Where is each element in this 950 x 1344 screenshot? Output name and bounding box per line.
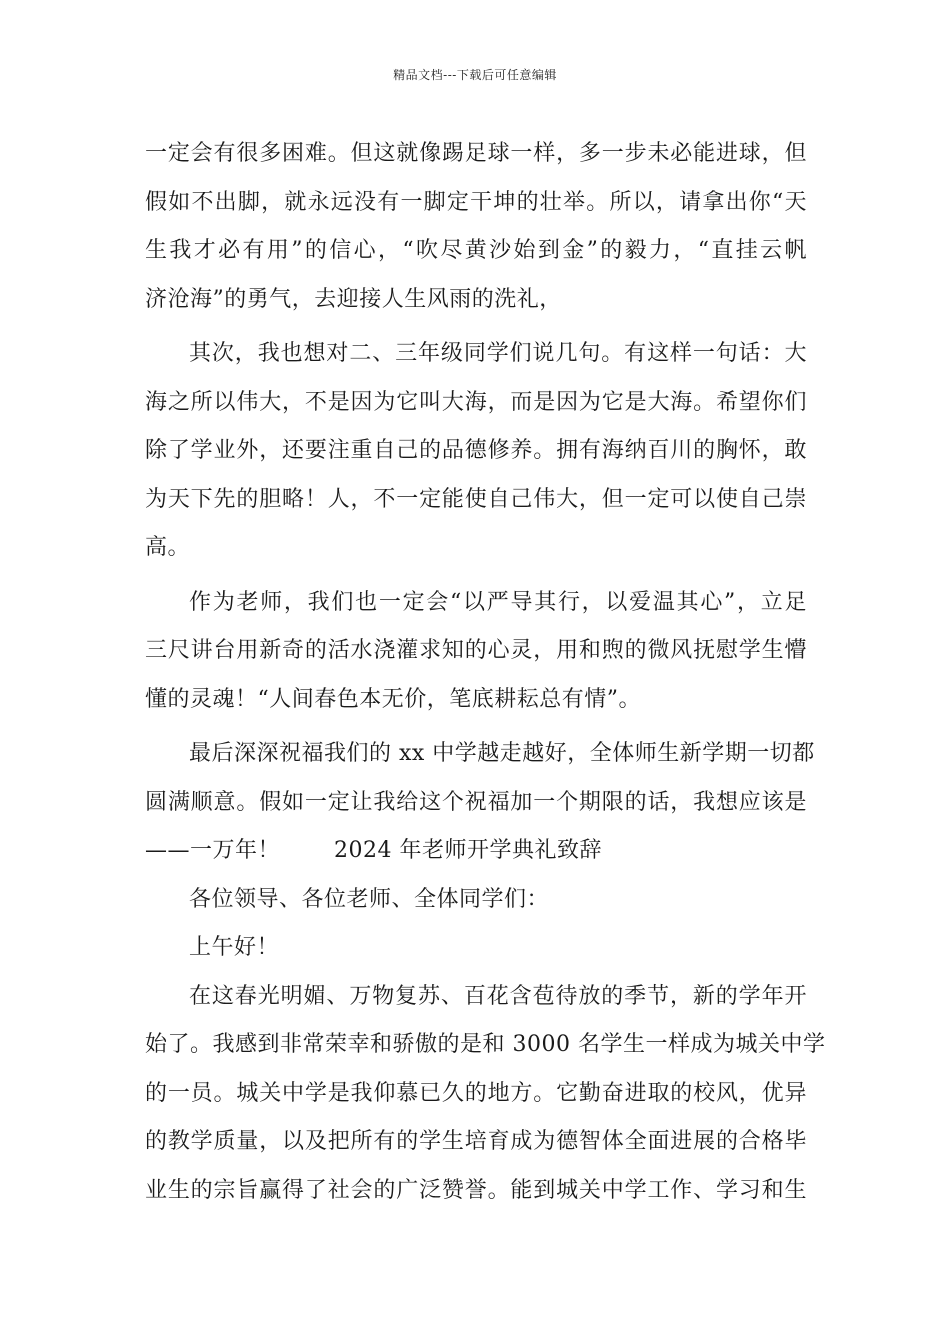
paragraph-line: 在这春光明媚、万物复苏、百花含苞待放的季节，新的学年开 bbox=[189, 983, 807, 1009]
paragraph-line: 高。 bbox=[145, 535, 191, 560]
paragraph-line-text: ——一万年！ bbox=[145, 838, 281, 863]
paragraph-line: 海之所以伟大，不是因为它叫大海，而是因为它是大海。希望你们 bbox=[145, 389, 807, 415]
paragraph-line: 除了学业外，还要注重自己的品德修养。拥有海纳百川的胸怀，敢 bbox=[145, 438, 807, 463]
paragraph-line: 作为老师，我们也一定会“以严导其行，以爱温其心”，立足 bbox=[189, 589, 807, 615]
greeting-line: 上午好！ bbox=[189, 935, 280, 960]
salutation-line: 各位领导、各位老师、全体同学们： bbox=[189, 886, 550, 912]
paragraph-line: 假如不出脚，就永远没有一脚定干坤的壮举。所以，请拿出你“天 bbox=[145, 189, 807, 215]
paragraph-line: 始了。我感到非常荣幸和骄傲的是和 3000 名学生一样成为城关中学 bbox=[145, 1032, 826, 1057]
document-body bbox=[145, 130, 826, 1215]
paragraph-line: 的教学质量，以及把所有的学生培育成为德智体全面进展的合格毕 bbox=[145, 1129, 807, 1154]
paragraph-line: 生我才必有用”的信心，“吹尽黄沙始到金”的毅力，“直挂云帆 bbox=[145, 238, 807, 263]
paragraph-line: 其次，我也想对二、三年级同学们说几句。有这样一句话：大 bbox=[189, 341, 807, 366]
paragraph-line: 三尺讲台用新奇的活水浇灌求知的心灵，用和煦的微风抚慰学生懵 bbox=[145, 638, 807, 663]
paragraph-line: 懂的灵魂！“人间春色本无价，笔底耕耘总有情”。 bbox=[145, 686, 641, 712]
paragraph-line: 最后深深祝福我们的 xx 中学越走越好，全体师生新学期一切都 bbox=[189, 741, 815, 766]
paragraph-line: 为天下先的胆略！人，不一定能使自己伟大，但一定可以使自己崇 bbox=[145, 486, 807, 512]
paragraph-line: 业生的宗旨赢得了社会的广泛赞誉。能到城关中学工作、学习和生 bbox=[145, 1177, 807, 1203]
speech-title: 2024 年老师开学典礼致辞 bbox=[334, 838, 602, 863]
paragraph-line: 济沧海”的勇气，去迎接人生风雨的洗礼， bbox=[145, 286, 562, 312]
paragraph-line bbox=[145, 827, 807, 876]
paragraph-line: 一定会有很多困难。但这就像踢足球一样，多一步未必能进球，但 bbox=[145, 141, 807, 166]
page-header: 精品文档---下载后可任意编辑 bbox=[393, 68, 557, 82]
paragraph-line: 的一员。城关中学是我仰慕已久的地方。它勤奋进取的校风，优异 bbox=[145, 1080, 807, 1106]
paragraph-line: 圆满顺意。假如一定让我给这个祝福加一个期限的话，我想应该是 bbox=[145, 789, 807, 815]
